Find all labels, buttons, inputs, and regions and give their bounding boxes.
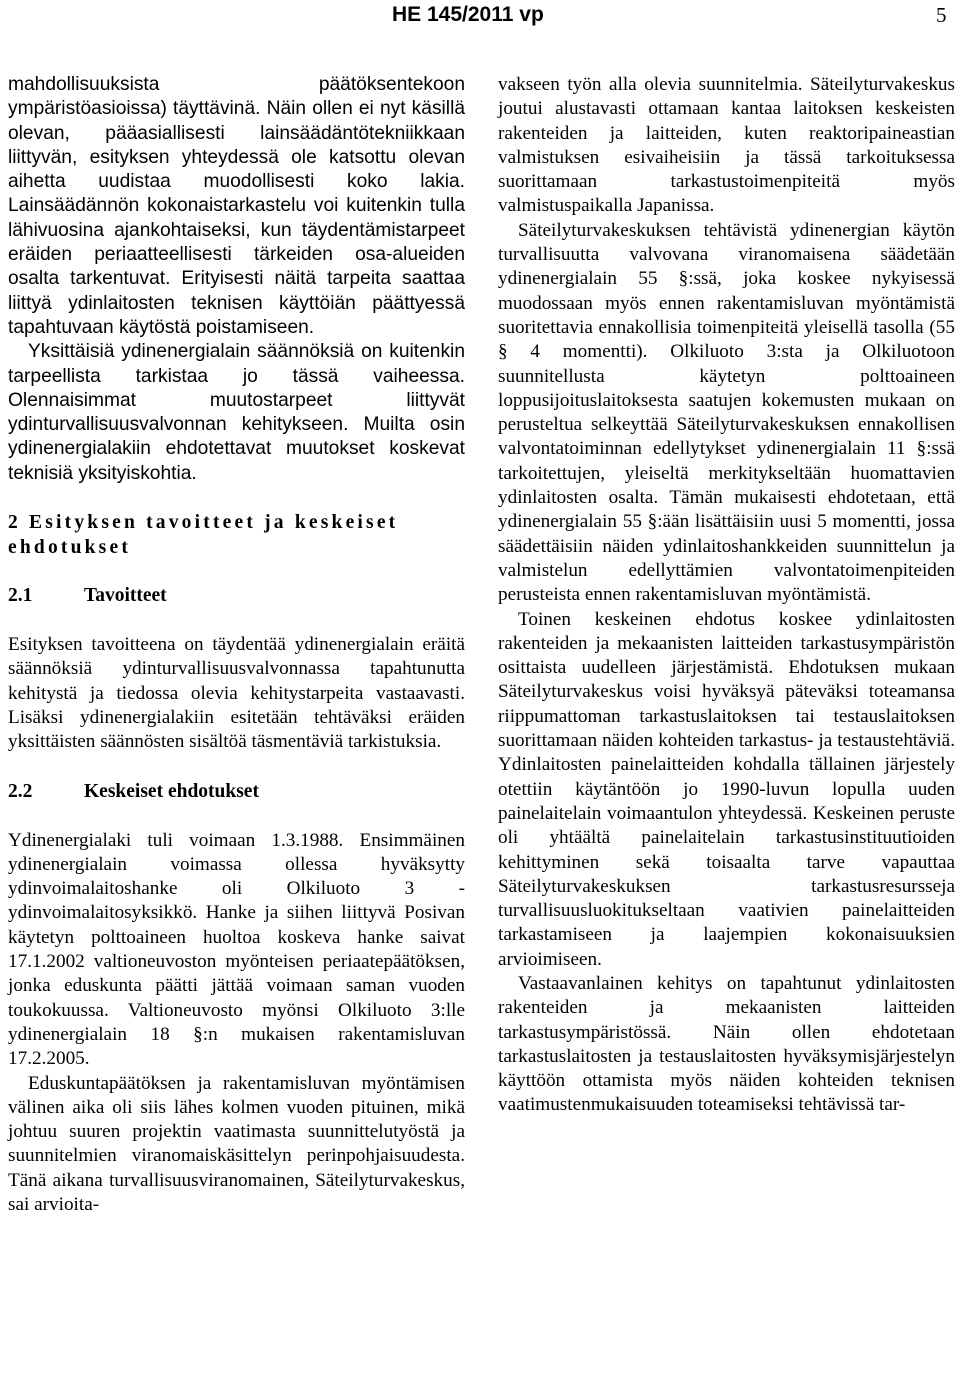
paragraph-intro-continuation: mahdollisuuksista päätöksentekoon ympäristöasioissa) täyttävinä. Näin ollen ei nyt käsillä olevan, pääasiallisesti lainsäädäntötekniikkaan liittyvän, esityksen yhteydessä ole katsottu olevan aihetta uudistaa muodollisesti koko lakia. Lainsäädännön kokonaistarkastelu voi kuitenkin tulla lähivuosina ajankohtaiseksi, kun täydentämistarpeet eräiden periaatteellisesti tärkeiden osa-alueiden osalta tarkentuvat. Erityisesti näitä tarpeita saattaa liittyä ydinlaitosten teknisen käyttöiän päättyessä tapahtuvaan käytöstä poistamiseen.: [8, 74, 465, 338]
left-column: [8, 73, 465, 1217]
paragraph-stuk-duties: Säteilyturvakeskuksen tehtävistä ydinenergian käytön turvallisuutta valvovana viranomaisena säädetään ydinenergialain 55 §:ssä, joka koskee nykyisessä muodossaan myös ennen rakentamisluvan myöntämistä suoritettavia ennakollisia toimenpiteitä yleisellä tasolla (55 § 4 momentti). Olkiluoto 3:sta ja Olkiluotoon suunnitellusta käytetyn polttoaineen loppusijoituslaitoksesta saatujen kokemusten mukaan on perusteltua selkeyttää Säteilyturvakeskuksen ennakollisen valvontatoiminnan edellytykset ydinenergialain 11 §:ssä tarkoitettujen, yleiseltä merkitykseltään huomattavien ydinlaitosten osalta. Tämän mukaisesti ehdotetaan, että ydinenergialain 55 §:ään lisättäisiin uusi 5 momentti, jossa säädettäisiin näiden ydinlaitoshankkeiden suunnittelun ja valmistelun edellyttämien valvontatoimenpiteiden perusteista ennen rakentamisluvan myöntämistä.: [498, 219, 955, 606]
subsection-number: 2.1: [8, 585, 33, 607]
subsection-number: 2.2: [8, 780, 33, 802]
paragraph-licensing-period: Eduskuntapäätöksen ja rakentamisluvan myöntämisen välinen aika oli siis lähes kolmen vuoden pituinen, mikä johtuu suuren projektin vaatimasta suunnittelutyöstä ja suunnitelmien viranomaiskäsittelyn perinpohjaisuudesta. Tänä aikana turvallisuusviranomainen, Säteilyturvakeskus, sai arvioita-: [8, 1072, 465, 1215]
subsection-heading-proposals: [8, 780, 465, 804]
paragraph-development: Vastaavanlainen kehitys on tapahtunut ydinlaitosten rakenteiden ja mekaanisten laitteiden tarkastusympäristössä. Näin ollen ehdotetaan tarkastuslaitosten ja testauslaitosten hyväksymisjärjestelyn käyttöön ottamista myös näiden kohteiden teknisen vaatimustenmukaisuuden toteamiseksi tehtävissä tar-: [498, 972, 955, 1116]
paragraph-inspection-proposal: Toinen keskeinen ehdotus koskee ydinlaitosten rakenteiden ja mekaanisten laitteiden tarkastusympäristön osittaista uudelleen järjestämistä. Ehdotuksen mukaan Säteilyturvakeskus voisi hyväksyä päteväksi toteamansa riippumattoman tarkastuslaitoksen tai testauslaitoksen suorittamaan näiden kohteiden tarkastus- ja testaustehtäviä. Ydinlaitosten painelaitteiden kohdalla tällainen järjestely otettiin käytäntöön jo 1990-luvun lopulla uuden painelaitelain voimaantulon yhteydessä. Keskeinen peruste oli yhtäältä painelaitelain tarkastusinstituutioiden kehittyminen sekä toisaalta tarve vapauttaa Säteilyturvakeskuksen tarkastusresursseja turvallisuusluokitukseltaan vaativien painelaitteiden tarkastamiseen ja laajempien kokonaisuuksien arvioimiseen.: [498, 608, 955, 970]
subsection-title: Tavoitteet: [84, 585, 167, 607]
right-column: [498, 73, 955, 1118]
paragraph-amendments: Yksittäisiä ydinenergialain säännöksiä on kuitenkin tarpeellista tarkistaa jo tässä vaiheessa. Olennaisimmat muutostarpeet liittyvät ydinturvallisuusvalvonnan kehitykseen. Muilta osin ydinenergialakiin ehdotettavat muutokset koskevat teknisiä yksityiskohtia.: [8, 341, 465, 484]
paragraph-continuation: vakseen työn alla olevia suunnitelmia. Säteilyturvakeskus joutui alustavasti ottamaan kantaa laitoksen keskeisten rakenteiden ja laitteiden, kuten reaktoripaineastian valmistuksen esivaiheisiin ja tässä tarkoituksessa suorittamaan tarkastustoimenpiteitä myös valmistuspaikalla Japanissa.: [498, 74, 955, 217]
paragraph-objectives: Esityksen tavoitteena on täydentää ydinenergialain eräitä säännöksiä ydinturvallisuusvalvonnassa tapahtunutta kehitystä ja tiedossa olevia kehitystarpeita vastaavasti. Lisäksi ydinenergialakiin esitetään tehtäväksi eräiden yksittäisten säännösten sisältöä täsmentäviä tarkistuksia.: [8, 634, 465, 753]
subsection-title: Keskeiset ehdotukset: [84, 780, 259, 802]
subsection-heading-objectives: [8, 584, 465, 608]
page-header: [0, 0, 960, 36]
page-number: 5: [936, 3, 947, 27]
section-heading: 2 Esityksen tavoitteet ja keskeiset ehdotukset: [8, 512, 399, 559]
document-id: HE 145/2011 vp: [392, 3, 544, 26]
paragraph-act-history: Ydinenergialaki tuli voimaan 1.3.1988. Ensimmäinen ydinenergialain voimassa ollessa hyväksytty ydinvoimalaitoshanke oli Olkiluoto 3 -ydinvoimalaitosyksikkö. Hanke ja siihen liittyvä Posivan käytetyn polttoaineen huoltoa koskeva hanke saivat 17.1.2002 valtioneuvoston myönteisen periaatepäätöksen, jonka eduskunta päätti jättää voimaan saman vuoden toukokuussa. Valtioneuvosto myönsi Olkiluoto 3:lle ydinenergialain 18 §:n mukaisen rakentamisluvan 17.2.2005.: [8, 829, 465, 1070]
